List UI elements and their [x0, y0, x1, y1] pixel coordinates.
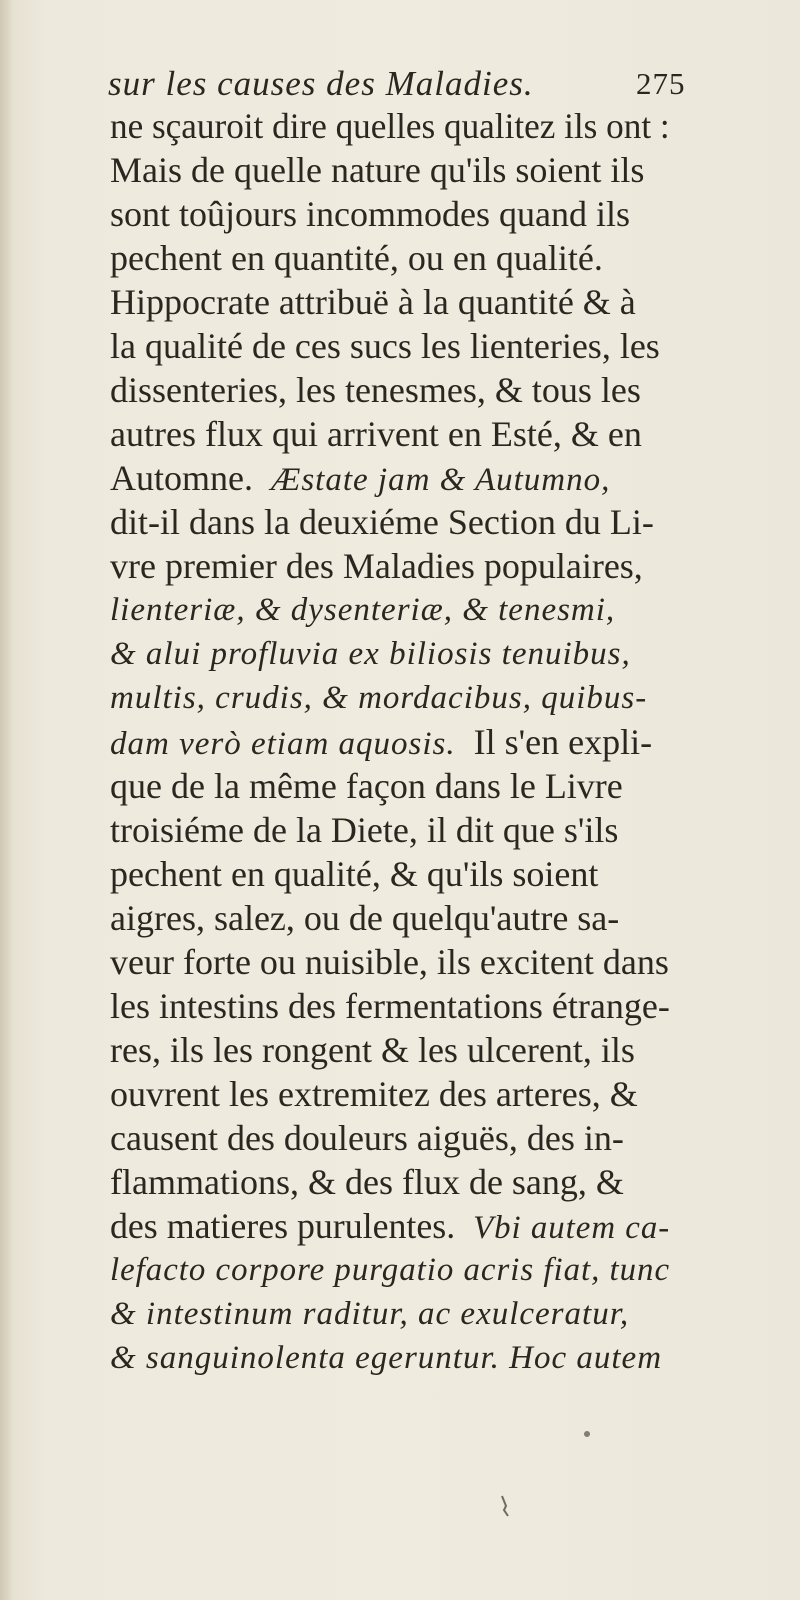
text-line: les intestins des fermentations étrange- [110, 986, 670, 1026]
running-head: sur les causes des Maladies. [108, 64, 534, 103]
text-line: & intestinum raditur, ac exulceratur, [110, 1296, 630, 1332]
text-line: veur forte ou nuisible, ils excitent dans [110, 942, 669, 982]
text-line: pechent en qualité, & qu'ils soient [110, 854, 599, 894]
text-line: causent des douleurs aiguës, des in- [110, 1118, 624, 1158]
text-line: & sanguinolenta egeruntur. Hoc autem [110, 1340, 663, 1376]
text-line: flammations, & des flux de sang, & [110, 1162, 624, 1202]
text-line: dissenteries, les tenesmes, & tous les [110, 370, 641, 410]
text-line: Hippocrate attribuë à la quantité & à [110, 282, 636, 322]
text-line: & alui profluvia ex biliosis tenuibus, [110, 636, 631, 672]
text-line: ouvrent les extremitez des arteres, & [110, 1074, 638, 1114]
text-line: la qualité de ces sucs les lienteries, les [110, 326, 660, 366]
text-line: sont toûjours incommodes quand ils [110, 194, 630, 234]
text-line: Mais de quelle nature qu'ils soient ils [110, 150, 645, 190]
text-line: lefacto corpore purgatio acris fiat, tunc [110, 1252, 671, 1288]
page-number: 275 [636, 66, 686, 101]
text-line: autres flux qui arrivent en Esté, & en [110, 414, 642, 454]
text-line: multis, crudis, & mordacibus, quibus- [110, 680, 648, 716]
text-line: res, ils les rongent & les ulcerent, ils [110, 1030, 635, 1070]
text-line: ne sçauroit dire quelles qualitez ils ont : [110, 106, 670, 146]
text-line: aigres, salez, ou de quelqu'autre sa- [110, 898, 620, 938]
text-line: vre premier des Maladies populaires, [110, 546, 643, 586]
text-line: troisiéme de la Diete, il dit que s'ils [110, 810, 619, 850]
text-line: des matieres purulentes. Vbi autem ca- [110, 1206, 671, 1246]
text-line: pechent en quantité, ou en qualité. [110, 238, 603, 278]
text-line: dit-il dans la deuxiéme Section du Li- [110, 502, 654, 542]
text-line: Automne. Æstate jam & Autumno, [110, 458, 611, 498]
text-line: que de la même façon dans le Livre [110, 766, 623, 806]
text-line: lienteriæ, & dysenteriæ, & tenesmi, [110, 592, 616, 628]
text-line: dam verò etiam aquosis. Il s'en expli- [110, 722, 653, 762]
